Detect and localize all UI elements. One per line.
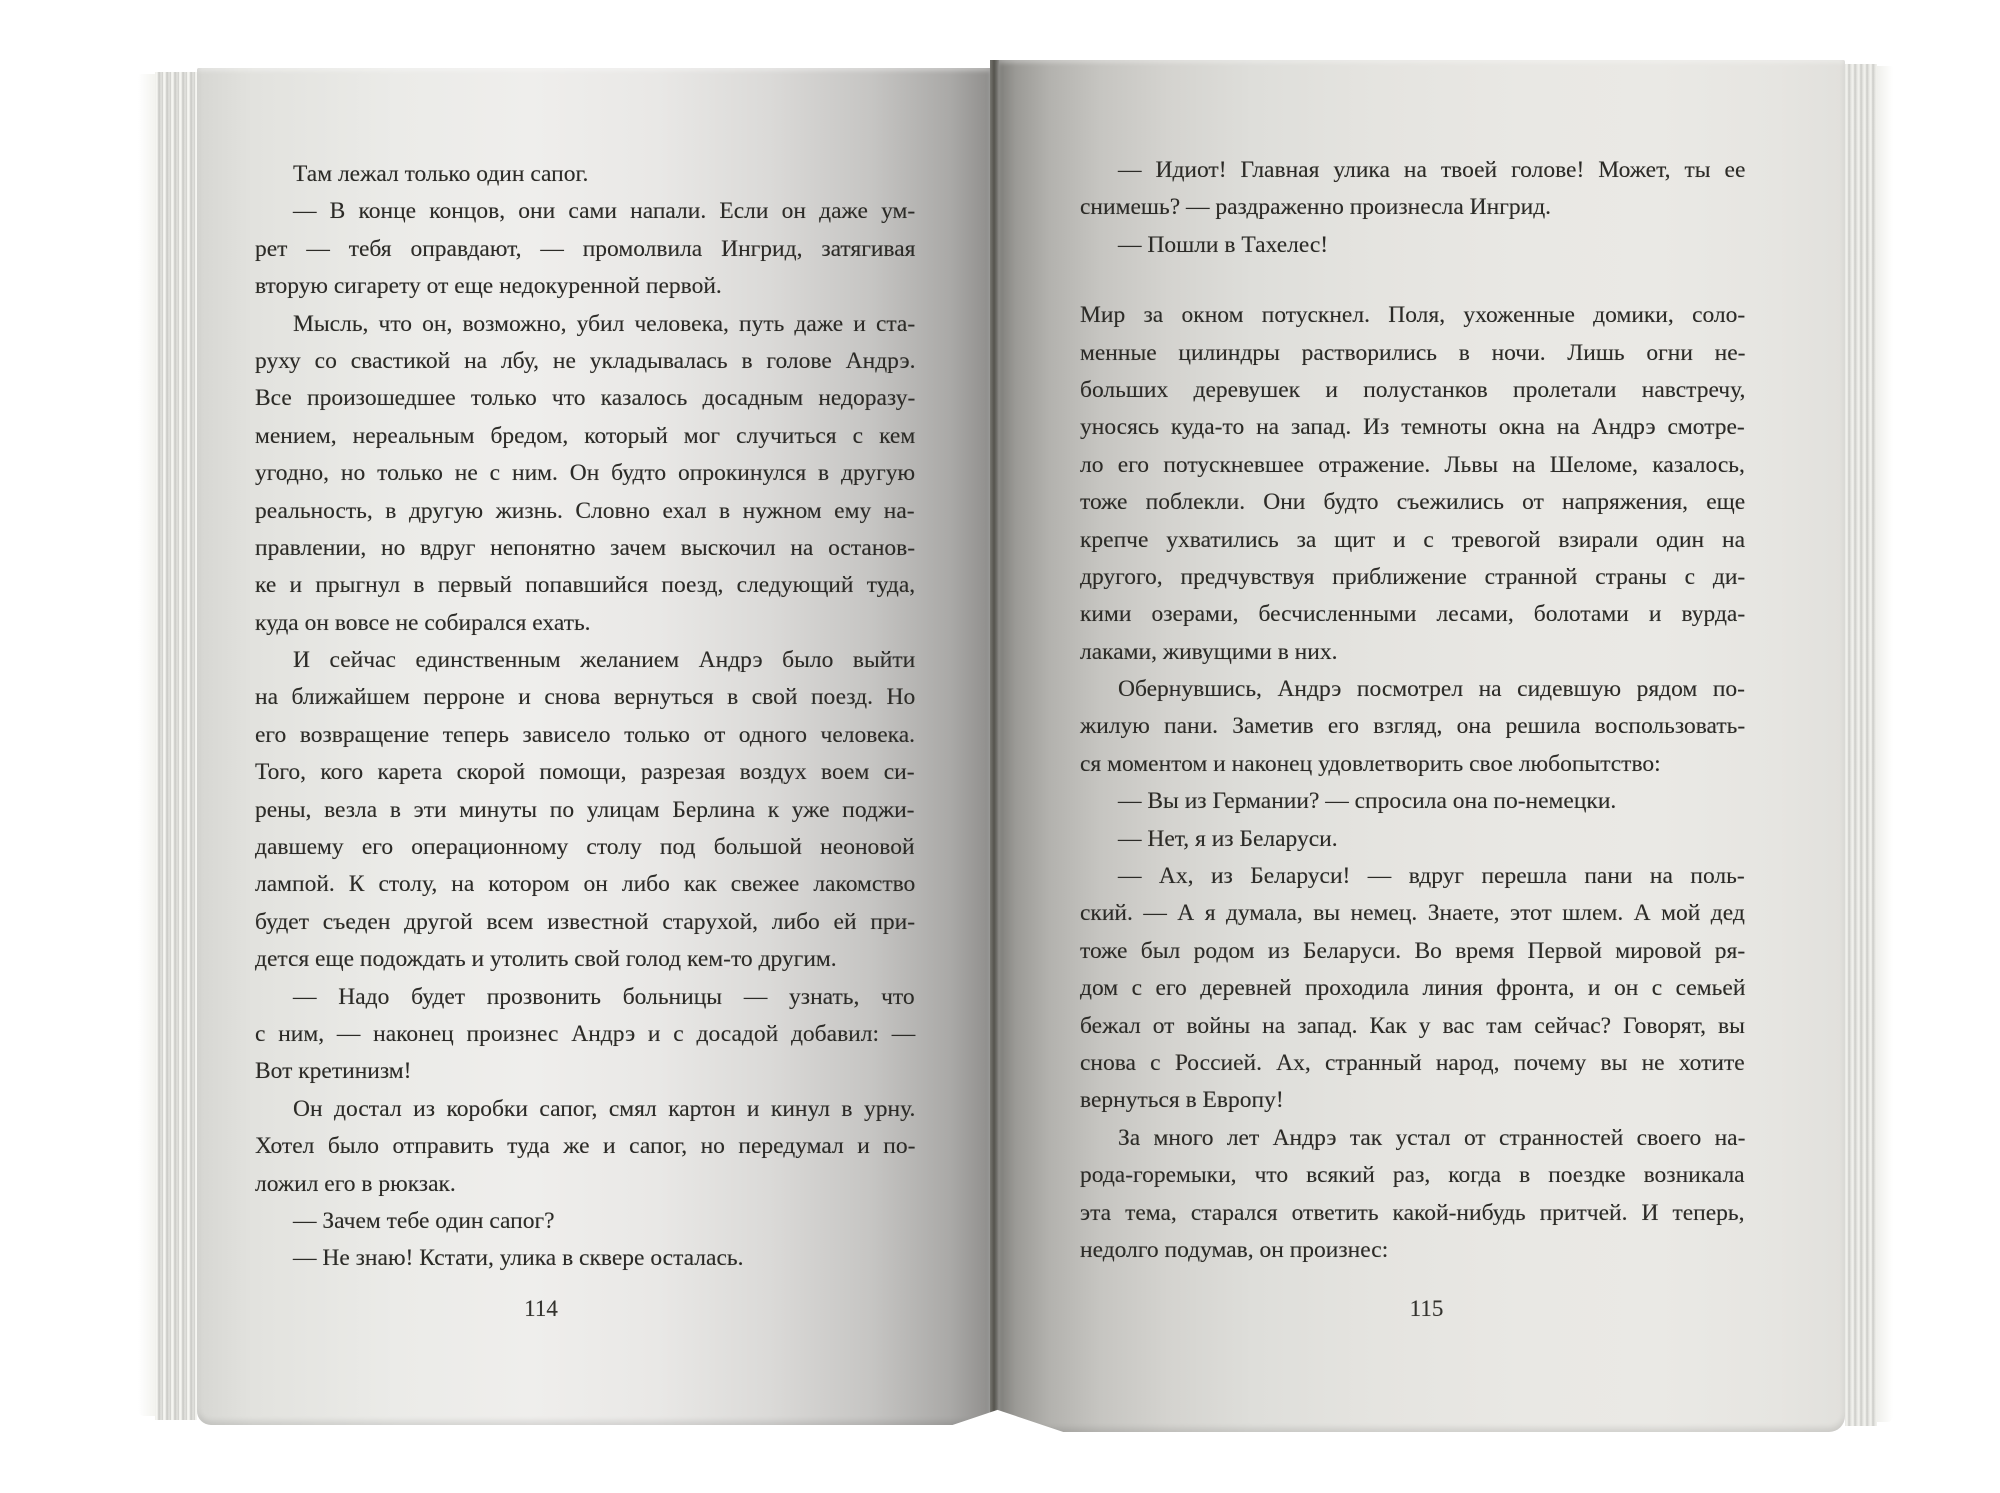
text-line: лаками, живущими в них. — [1080, 638, 1338, 665]
text-line: вторую сигарету от еще недокуренной первой. — [255, 273, 722, 300]
text-line: Хотел было отправить туда же и сапог, но передумал и по- — [255, 1133, 916, 1160]
text-line: ло его потускневшее отражение. Львы на Шеломе, казалось, — [1080, 451, 1745, 478]
text-line: Там лежал только один сапог. — [293, 161, 589, 187]
right-page-stack-edge — [1845, 64, 1877, 1426]
text-line: другого, предчувствуя приближение странной страны с ди- — [1080, 563, 1746, 590]
text-line: Вот кретинизм! — [255, 1058, 412, 1085]
text-line: И сейчас единственным желанием Андрэ было выйти — [293, 647, 916, 674]
text-line: дется еще подождать и утолить свой голод кем-то другим. — [255, 946, 837, 973]
text-line: ке и прыгнул в первый попавшийся поезд, следующий туда, — [255, 572, 916, 599]
text-line: Мысль, что он, возможно, убил человека, путь даже и ста- — [293, 310, 916, 337]
text-line: рода-горемыки, что всякий раз, когда в поездке возникала — [1080, 1162, 1745, 1189]
text-line: — Идиот! Главная улика на твоей голове! Может, ты ее — [1118, 157, 1746, 183]
text-line: угодно, но только не с ним. Он будто опрокинулся в другую — [255, 460, 916, 487]
text-line: руху со свастикой на лбу, не укладывалась в голове Андрэ. — [255, 347, 916, 374]
left-page-stack-edge — [155, 72, 197, 1420]
text-line: снимешь? — раздраженно произнесла Ингрид. — [1080, 194, 1552, 221]
text-line: с ним, — наконец произнес Андрэ и с досадой добавил: — — [255, 1020, 916, 1047]
book-gutter — [990, 60, 999, 1428]
left-cover-edge — [138, 74, 155, 1416]
text-line: бежал от войны на запад. Как у вас там сейчас? Говорят, вы — [1080, 1012, 1745, 1039]
text-line: уносясь куда-то на запад. Из темноты окна на Андрэ смотре- — [1080, 414, 1745, 441]
text-line: рены, везла в эти минуты по улицам Берлина к уже поджи- — [255, 796, 915, 823]
text-line: — Зачем тебе один сапог? — [293, 1207, 555, 1234]
text-line: давшему его операционному столу под большой неоновой — [255, 834, 915, 861]
text-line: лампой. К столу, на котором он либо как свежее лакомство — [255, 871, 916, 898]
text-line: правлении, но вдруг непонятно зачем выскочил на останов- — [255, 534, 916, 561]
text-line: на ближайшем перроне и снова вернуться в свой поезд. Но — [255, 684, 916, 711]
left-page-number: 114 — [524, 1296, 558, 1321]
text-line: Того, кого карета скорой помощи, разрезая воздух воем си- — [255, 759, 915, 786]
text-line: недолго подумав, он произнес: — [1080, 1236, 1389, 1263]
text-line: куда он вовсе не собирался ехать. — [255, 609, 591, 636]
text-line: эта тема, старался ответить какой-нибудь притчей. И теперь, — [1080, 1199, 1745, 1226]
right-page-number: 115 — [1409, 1296, 1444, 1321]
text-line: рет — тебя оправдают, — промолвила Ингрид, затягивая — [255, 235, 916, 262]
text-line: — В конце концов, они сами напали. Если он даже ум- — [293, 198, 916, 225]
right-cover-edge — [1877, 66, 1893, 1422]
text-line: больших деревушек и полустанков пролетали навстречу, — [1080, 376, 1746, 403]
text-line: крепче ухватились за щит и с тревогой взирали один на — [1080, 526, 1746, 553]
text-line: его возвращение теперь зависело только от одного человека. — [255, 721, 916, 748]
left-page-text — [255, 156, 915, 1278]
text-line: — Пошли в Тахелес! — [1118, 231, 1329, 258]
text-line: снова с Россией. Ах, странный народ, почему вы не хотите — [1080, 1049, 1745, 1076]
text-line: — Нет, я из Беларуси. — [1118, 825, 1338, 852]
text-line: Все произошедшее только что казалось досадным недоразу- — [255, 385, 916, 412]
text-line: Обернувшись, Андрэ посмотрел на сидевшую рядом по- — [1118, 676, 1745, 703]
text-line: менные цилиндры растворились в ночи. Лишь огни не- — [1080, 339, 1746, 366]
right-page-text — [1080, 152, 1745, 1269]
text-line: вернуться в Европу! — [1080, 1087, 1284, 1114]
text-line: За много лет Андрэ так устал от странностей своего на- — [1118, 1124, 1746, 1151]
text-line: будет съеден другой всем известной старухой, либо ей при- — [255, 908, 916, 935]
text-line: — Вы из Германии? — спросила она по-немецки. — [1118, 788, 1617, 815]
text-line: ский. — А я думала, вы немец. Знаете, этот шлем. А мой дед — [1080, 900, 1745, 927]
text-line: мением, нереальным бредом, который мог случиться с кем — [255, 422, 916, 449]
text-line: — Не знаю! Кстати, улика в сквере осталась. — [293, 1245, 744, 1272]
text-line: жилую пани. Заметив его взгляд, она решила воспользовать- — [1080, 713, 1746, 740]
text-line: — Надо будет прозвонить больницы — узнать, что — [293, 983, 915, 1010]
text-line: ся моментом и наконец удовлетворить свое любопытство: — [1080, 750, 1661, 777]
text-line: тоже поблекли. Они будто съежились от напряжения, еще — [1080, 489, 1746, 516]
text-line: реальность, в другую жизнь. Словно ехал в нужном ему на- — [255, 497, 915, 524]
text-line: Мир за окном потускнел. Поля, ухоженные домики, соло- — [1080, 302, 1746, 329]
text-line: дом с его деревней проходила линия фронта, и он с семьей — [1080, 975, 1746, 1002]
text-line: — Ах, из Беларуси! — вдруг перешла пани на поль- — [1118, 863, 1745, 890]
text-line: ложил его в рюкзак. — [255, 1170, 456, 1197]
text-line: Он достал из коробки сапог, смял картон и кинул в урну. — [293, 1095, 916, 1122]
text-line: кими озерами, бесчисленными лесами, болотами и вурда- — [1080, 601, 1746, 628]
text-line: тоже был родом из Беларуси. Во время Первой мировой ря- — [1080, 937, 1746, 964]
